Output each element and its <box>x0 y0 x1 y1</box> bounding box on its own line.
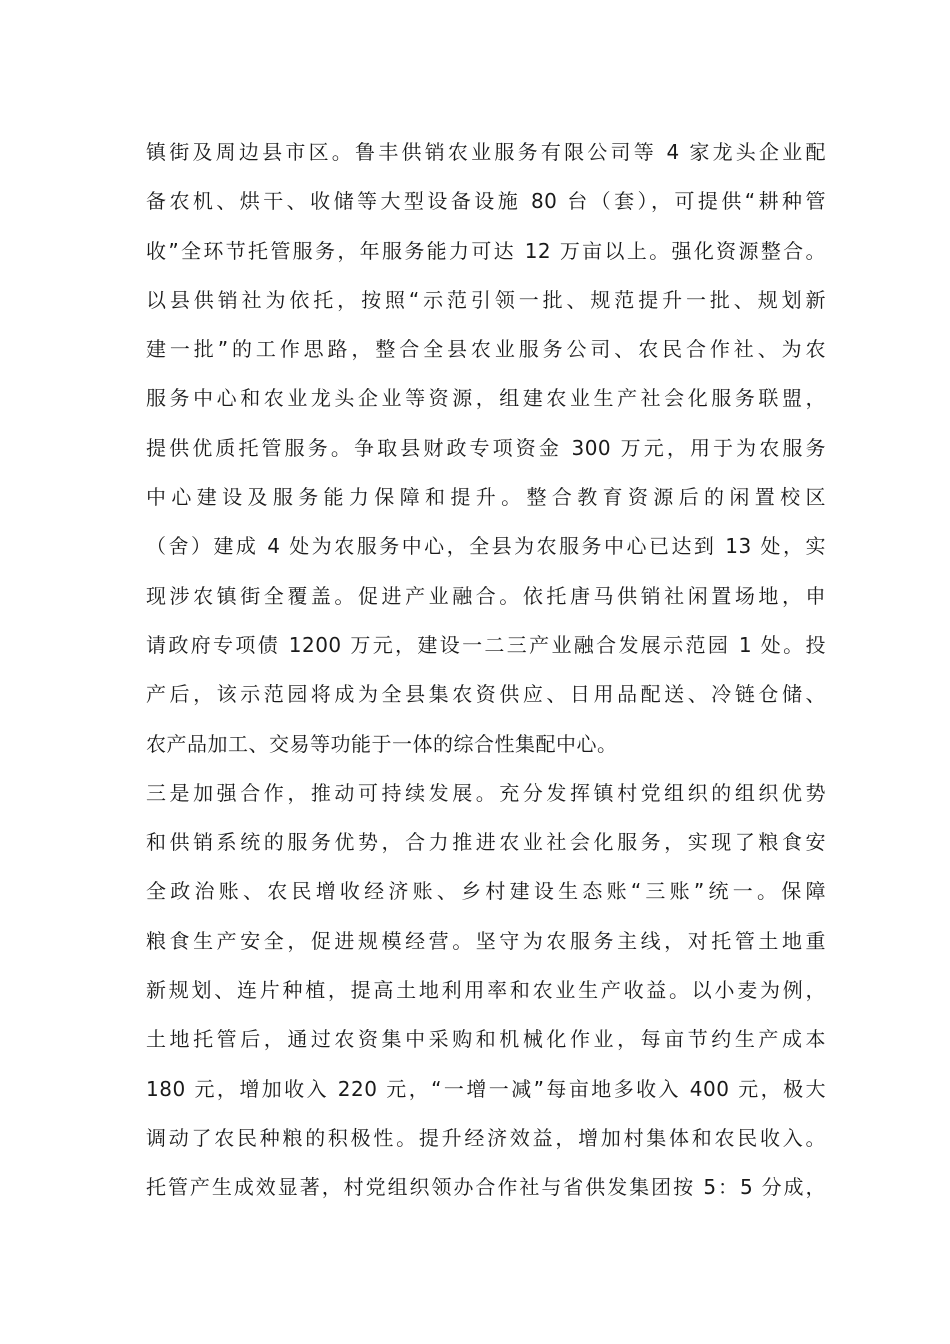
text-line: 土地托管后，通过农资集中采购和机械化作业，每亩节约生产成本 <box>146 1027 826 1052</box>
text-line: 镇街及周边县市区。鲁丰供销农业服务有限公司等 4 家龙头企业配 <box>146 140 826 164</box>
text-line: 全政治账、农民增收经济账、乡村建设生态账“三账”统一。保障 <box>146 879 826 904</box>
text-line: 收”全环节托管服务，年服务能力可达 12 万亩以上。强化资源整合。 <box>146 238 826 263</box>
text-line: 和供销系统的服务优势，合力推进农业社会化服务，实现了粮食安 <box>146 830 826 855</box>
text-line: 以县供销社为依托，按照“示范引领一批、规范提升一批、规划新 <box>146 287 826 312</box>
text-line: 建一批”的工作思路，整合全县农业服务公司、农民合作社、为农 <box>146 337 826 362</box>
text-line: 提供优质托管服务。争取县财政专项资金 300 万元，用于为农服务 <box>146 435 826 460</box>
text-line: 中心建设及服务能力保障和提升。整合教育资源后的闲置校区 <box>146 485 826 510</box>
text-line: 备农机、烘干、收储等大型设备设施 80 台（套），可提供“耕种管 <box>146 189 826 214</box>
text-line: 新规划、连片种植，提高土地利用率和农业生产收益。以小麦为例， <box>146 978 826 1003</box>
section-heading-line: 三是加强合作，推动可持续发展。充分发挥镇村党组织的组织优势 <box>146 780 826 805</box>
text-line: 调动了农民种粮的积极性。提升经济效益，增加村集体和农民收入。 <box>146 1125 826 1150</box>
text-line: 产后，该示范园将成为全县集农资供应、日用品配送、冷链仓储、 <box>146 682 826 707</box>
paragraph-end-line: 农产品加工、交易等功能于一体的综合性集配中心。 <box>146 731 618 756</box>
body-text <box>146 128 826 1213</box>
text-line: 粮食生产安全，促进规模经营。坚守为农服务主线，对托管土地重 <box>146 928 826 953</box>
text-line: 请政府专项债 1200 万元，建设一二三产业融合发展示范园 1 处。投 <box>146 632 826 657</box>
text-line: 现涉农镇街全覆盖。促进产业融合。依托唐马供销社闲置场地，申 <box>146 583 826 608</box>
text-line: 服务中心和农业龙头企业等资源，组建农业生产社会化服务联盟， <box>146 386 826 411</box>
text-line: 180 元，增加收入 220 元，“一增一减”每亩地多收入 400 元，极大 <box>146 1076 826 1101</box>
text-line: 托管产生成效显著，村党组织领办合作社与省供发集团按 5：5 分成， <box>146 1175 826 1200</box>
text-line: （舍）建成 4 处为农服务中心，全县为农服务中心已达到 13 处，实 <box>146 534 826 559</box>
